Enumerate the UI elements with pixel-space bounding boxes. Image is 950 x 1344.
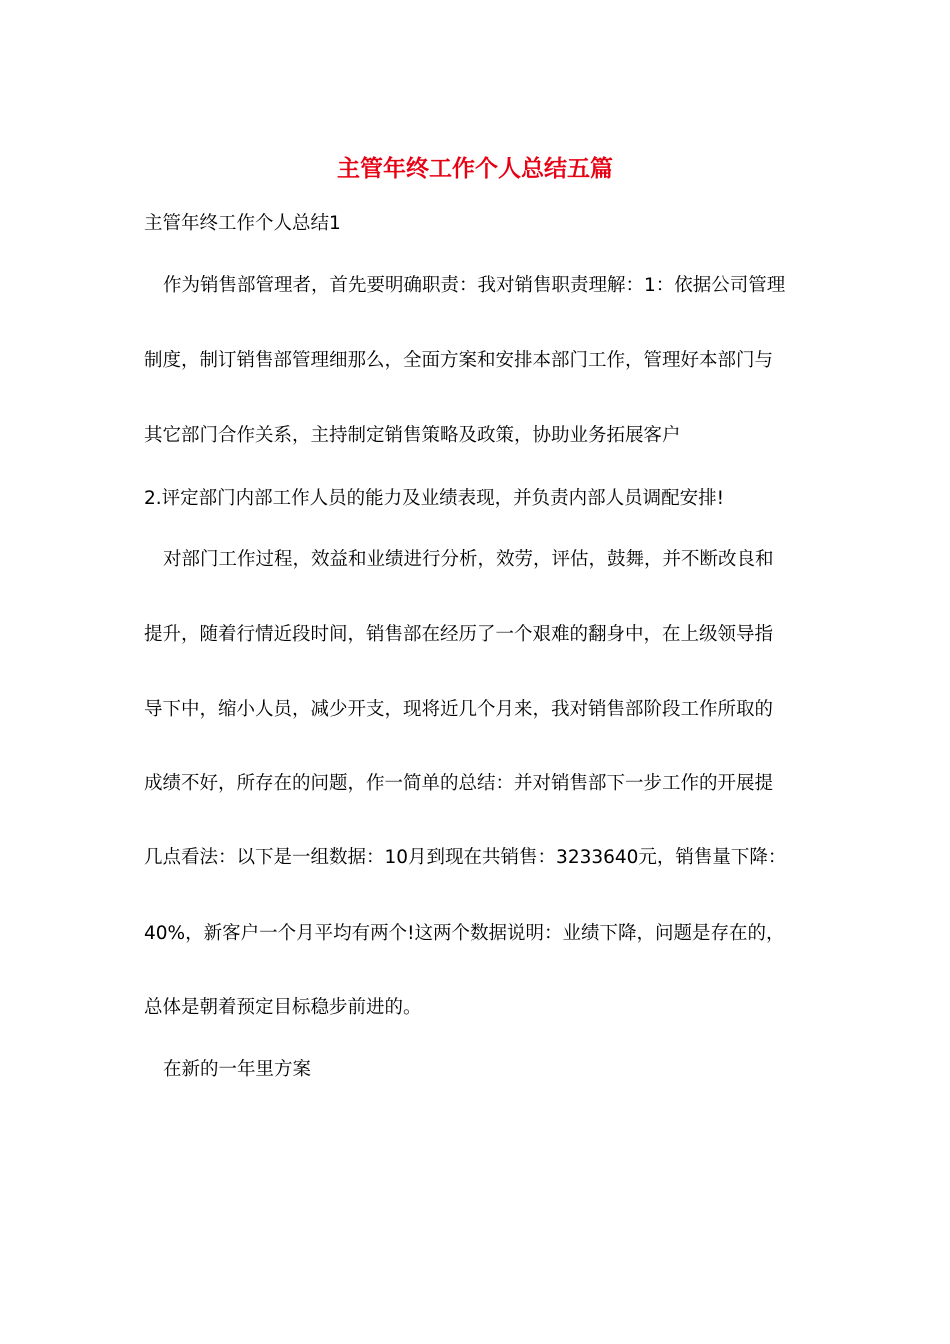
paragraph-line: 导下中，缩小人员，减少开支，现将近几个月来，我对销售部阶段工作所取的 bbox=[144, 699, 774, 720]
paragraph-line: 2.评定部门内部工作人员的能力及业绩表现，并负责内部人员调配安排! bbox=[144, 488, 725, 509]
paragraph-line: 总体是朝着预定目标稳步前进的。 bbox=[144, 997, 422, 1018]
paragraph-line: 对部门工作过程，效益和业绩进行分析，效劳，评估，鼓舞，并不断改良和 bbox=[163, 549, 774, 570]
paragraph-line: 制度，制订销售部管理细那么，全面方案和安排本部门工作，管理好本部门与 bbox=[144, 350, 774, 371]
paragraph-line: 提升，随着行情近段时间，销售部在经历了一个艰难的翻身中，在上级领导指 bbox=[144, 624, 774, 645]
paragraph-line: 在新的一年里方案 bbox=[163, 1059, 312, 1080]
paragraph-line: 成绩不好，所存在的问题，作一简单的总结：并对销售部下一步工作的开展提 bbox=[144, 773, 774, 794]
paragraph-line: 几点看法：以下是一组数据：10月到现在共销售：3233640元，销售量下降： bbox=[144, 847, 787, 868]
document-title: 主管年终工作个人总结五篇 bbox=[337, 156, 613, 182]
paragraph-line: 40%，新客户一个月平均有两个!这两个数据说明：业绩下降，问题是存在的， bbox=[144, 923, 785, 944]
paragraph-line: 其它部门合作关系，主持制定销售策略及政策，协助业务拓展客户 bbox=[144, 425, 681, 446]
section-heading: 主管年终工作个人总结1 bbox=[144, 213, 341, 234]
paragraph-line: 作为销售部管理者，首先要明确职责：我对销售职责理解：1：依据公司管理 bbox=[163, 275, 786, 296]
